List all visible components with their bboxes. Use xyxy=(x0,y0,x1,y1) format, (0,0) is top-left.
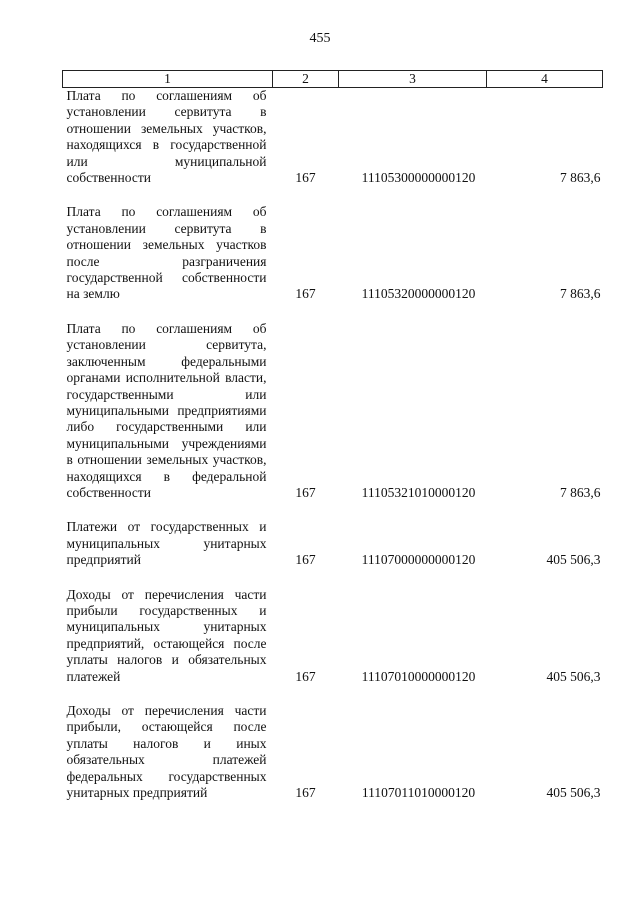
row-name: Плата по соглашениям об установлении сервитута в отношении земельных участков после разграничения государственной собственности на землю xyxy=(66,204,267,302)
row-name: Доходы от перечисления части прибыли, остающейся после уплаты налогов и иных обязательных платежей федеральных государственных унитарных предприятий xyxy=(66,703,267,801)
row-name: Плата по соглашениям об установлении сервитута, заключенным федеральными органами исполнительной власти, государственными или муниципальными предприятиями либо государственными или муниципальными учреждениями в отношении земельных участков, находящихся в федеральной собственности xyxy=(66,320,267,500)
header-col-4: 4 xyxy=(487,71,603,88)
row-amount: 7 863,6 xyxy=(560,286,601,302)
table-row xyxy=(63,519,603,586)
row-budget-code: 11107000000000120 xyxy=(361,552,476,568)
header-col-3: 3 xyxy=(339,71,487,88)
row-admin-code: 167 xyxy=(295,484,316,500)
row-budget-code: 11105321010000120 xyxy=(361,484,476,500)
table-row xyxy=(63,703,603,801)
row-admin-code: 167 xyxy=(295,170,316,186)
row-amount: 405 506,3 xyxy=(546,785,601,801)
row-amount: 405 506,3 xyxy=(546,668,601,684)
row-budget-code: 11107011010000120 xyxy=(361,785,476,801)
table-row xyxy=(63,88,603,205)
table-row xyxy=(63,587,603,703)
table-body xyxy=(63,88,603,802)
table-row xyxy=(63,321,603,519)
table-header xyxy=(63,71,603,88)
row-amount: 7 863,6 xyxy=(560,170,601,186)
row-admin-code: 167 xyxy=(295,552,316,568)
row-name: Платежи от государственных и муниципальных унитарных предприятий xyxy=(66,519,267,568)
table-row xyxy=(63,204,603,320)
header-col-1: 1 xyxy=(63,71,273,88)
budget-table xyxy=(62,70,603,801)
page-number: 455 xyxy=(309,31,331,46)
row-budget-code: 11105320000000120 xyxy=(361,286,476,302)
row-amount: 405 506,3 xyxy=(546,552,601,568)
row-admin-code: 167 xyxy=(295,668,316,684)
row-admin-code: 167 xyxy=(295,785,316,801)
row-admin-code: 167 xyxy=(295,286,316,302)
header-row xyxy=(63,71,603,88)
row-name: Плата по соглашениям об установлении сервитута в отношении земельных участков, находящихся в государственной или муниципальной собственности xyxy=(66,88,267,186)
row-budget-code: 11107010000000120 xyxy=(361,668,476,684)
row-amount: 7 863,6 xyxy=(560,484,601,500)
row-name: Доходы от перечисления части прибыли государственных и муниципальных унитарных предприятий, остающейся после уплаты налогов и обязательных платежей xyxy=(66,586,267,684)
row-budget-code: 11105300000000120 xyxy=(361,170,476,186)
header-col-2: 2 xyxy=(273,71,339,88)
